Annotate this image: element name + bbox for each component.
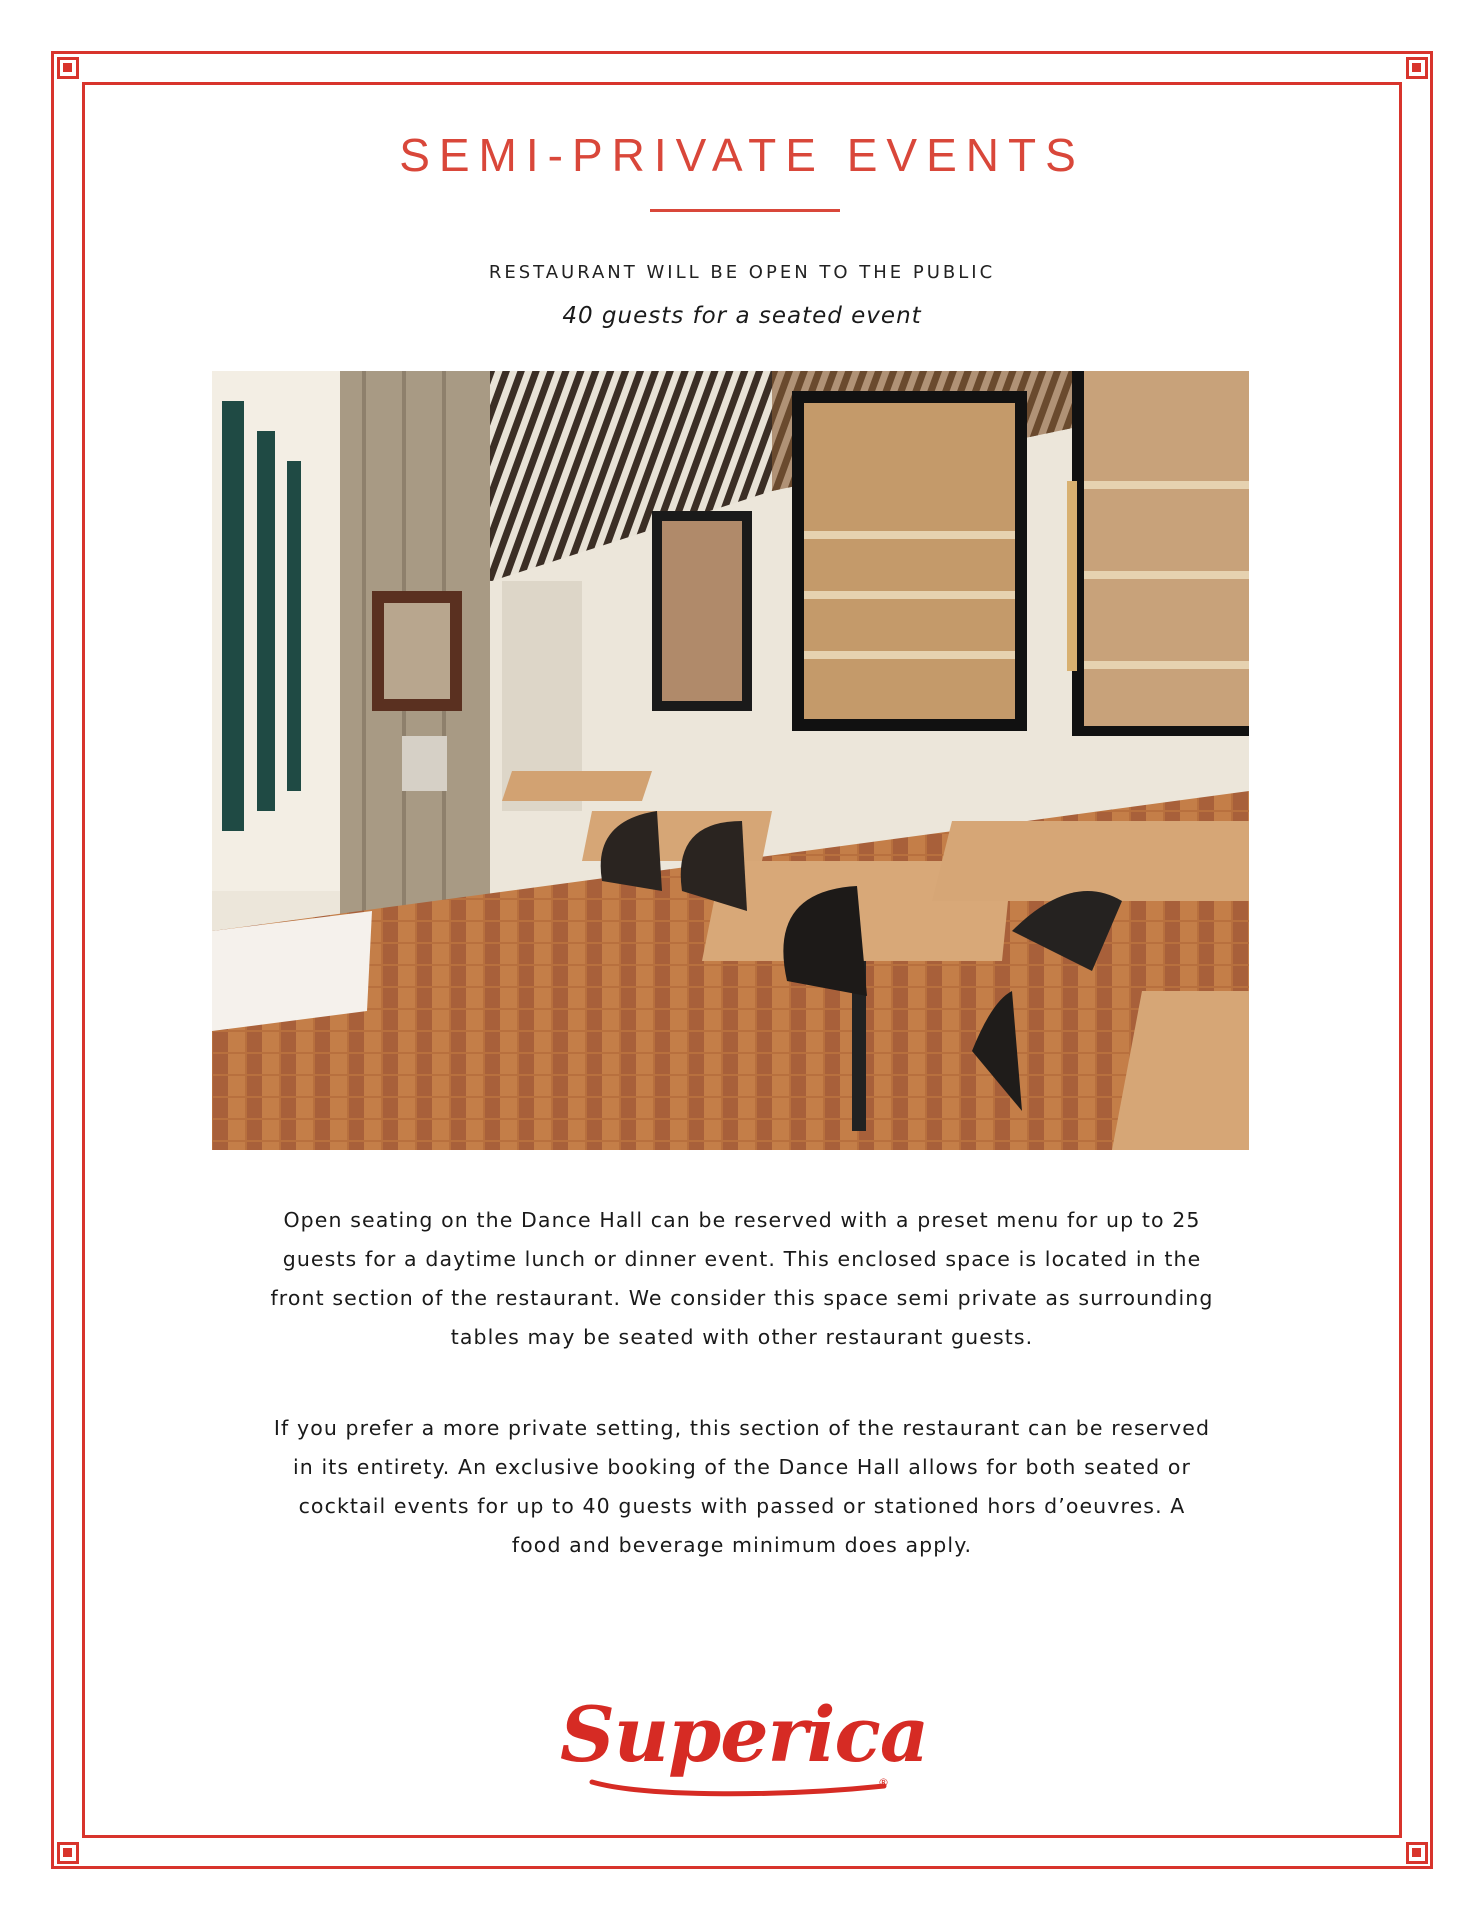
page-subtitle: RESTAURANT WILL BE OPEN TO THE PUBLIC (488, 262, 996, 283)
restaurant-interior-photo (212, 371, 1249, 1150)
corner-ornament-icon (1401, 1837, 1432, 1868)
superica-logo (560, 1690, 929, 1810)
corner-ornament-icon (1401, 52, 1432, 83)
page-title: SEMI-PRIVATE EVENTS (399, 129, 1085, 181)
title-divider (650, 209, 840, 212)
corner-ornament-icon (52, 1837, 83, 1868)
description-paragraph-1: Open seating on the Dance Hall can be reserved with a preset menu for up to 25 guests for a daytime lunch or dinner event. This enclosed space is located in the front section of the restaurant. We consider this space semi private as surrounding tables may be seated with other restaurant guests. (270, 1208, 1214, 1349)
registered-mark: ® (878, 1776, 889, 1789)
capacity-note: 40 guests for a seated event (562, 303, 922, 329)
logo-swash (588, 1776, 888, 1800)
logo-wordmark: Superica (560, 1690, 929, 1779)
corner-ornament-icon (52, 52, 83, 83)
description-paragraph-2: If you prefer a more private setting, this section of the restaurant can be reserved in its entirety. An exclusive booking of the Dance Hall allows for both seated or cocktail events for up to 40 guests with passed or stationed hors d’oeuvres. A food and beverage minimum does apply. (273, 1416, 1211, 1557)
